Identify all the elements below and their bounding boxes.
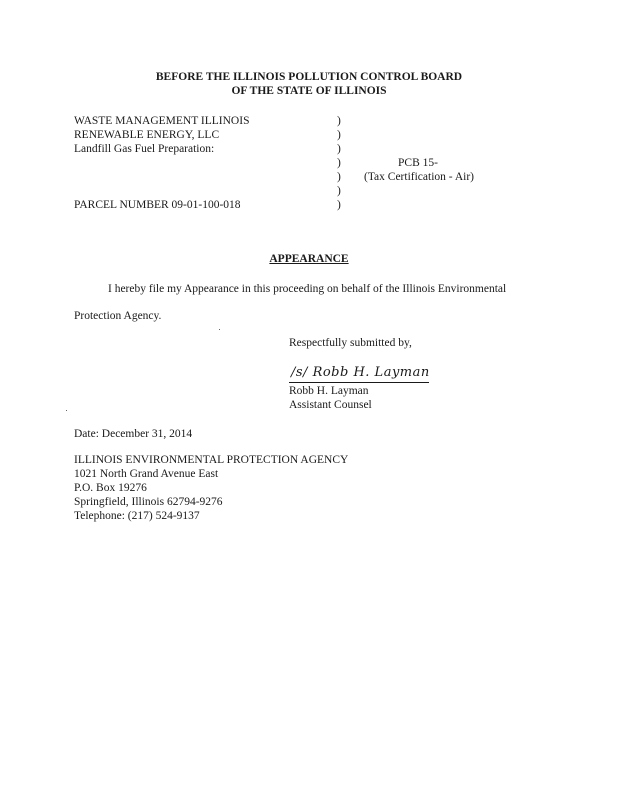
caption-paren: ) (337, 129, 341, 141)
party-name-line1: WASTE MANAGEMENT ILLINOIS (74, 115, 250, 127)
caption-paren: ) (337, 199, 341, 211)
signature-script: /s/ Robb H. Layman (291, 365, 430, 380)
closing-text: Respectfully submitted by, (289, 337, 412, 349)
body-text-line1: I hereby file my Appearance in this proceeding on behalf of the Illinois Environmental (108, 283, 507, 295)
scan-speck (66, 410, 67, 411)
case-type: (Tax Certification - Air) (364, 171, 475, 183)
board-title: BEFORE THE ILLINOIS POLLUTION CONTROL BOARD (155, 71, 463, 83)
caption-paren: ) (337, 171, 341, 183)
case-number: PCB 15- (398, 157, 438, 169)
agency-address-line3: Springfield, Illinois 62794-9276 (74, 496, 223, 508)
party-name-line2: RENEWABLE ENERGY, LLC (74, 129, 220, 141)
body-text-line2: Protection Agency. (74, 310, 162, 322)
signature-line (289, 382, 429, 383)
caption-paren: ) (337, 185, 341, 197)
caption-paren: ) (337, 143, 341, 155)
scan-speck (219, 329, 220, 330)
parcel-number: PARCEL NUMBER 09-01-100-018 (74, 199, 241, 211)
document-title: APPEARANCE (269, 253, 349, 265)
filing-date: Date: December 31, 2014 (74, 428, 193, 440)
signer-role: Assistant Counsel (289, 399, 372, 411)
agency-address-line1: 1021 North Grand Avenue East (74, 468, 219, 480)
caption-paren: ) (337, 115, 341, 127)
state-title: OF THE STATE OF ILLINOIS (231, 85, 387, 97)
agency-address-line2: P.O. Box 19276 (74, 482, 147, 494)
agency-name: ILLINOIS ENVIRONMENTAL PROTECTION AGENCY (74, 454, 349, 466)
agency-phone: Telephone: (217) 524-9137 (74, 510, 200, 522)
signer-name: Robb H. Layman (289, 385, 369, 397)
party-description: Landfill Gas Fuel Preparation: (74, 143, 215, 155)
caption-paren: ) (337, 157, 341, 169)
